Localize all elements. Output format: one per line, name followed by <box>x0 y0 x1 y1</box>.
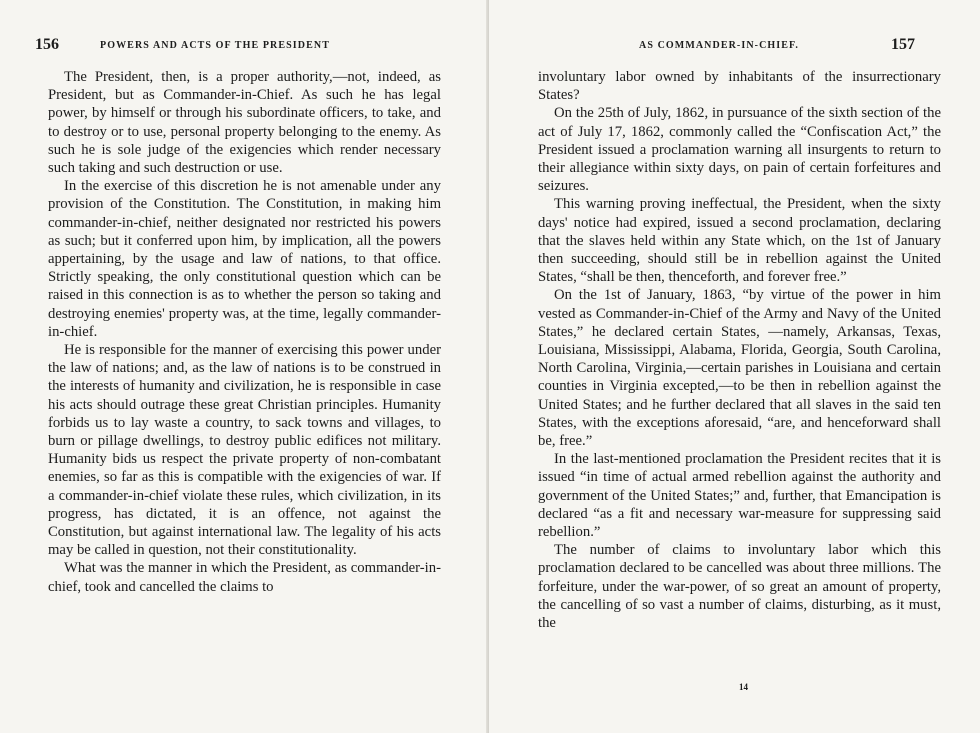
paragraph: What was the manner in which the President, as commander-in-chief, took and cancelled the claims to <box>48 560 441 595</box>
right-page-number: 157 <box>891 36 915 53</box>
right-running-title: AS COMMANDER-IN-CHIEF. <box>639 40 799 51</box>
paragraph: He is responsible for the manner of exercising this power under the law of nations; and, as the law of nations is to be construed in the interests of humanity and civilization, he is responsible in case his acts should outrage these great Christian principles. Humanity forbids us to lay waste a country, to sack towns and villages, to burn or pillage dwellings, to destroy public edifices not military. Humanity bids us respect the private property of non-combatant enemies, so far as this is compatible with the exigencies of war. If a commander-in-chief violate these rules, which civilization, in its progress, has dictated, it is an offence, not against the Constitution, but against international law. The legality of his acts may be called in question, not their constitutionality. <box>48 342 441 559</box>
signature-mark: 14 <box>739 682 748 692</box>
left-page-header <box>35 36 435 56</box>
paragraph: The number of claims to involuntary labor which this proclamation declared to be cancelled was about three millions. The forfeiture, under the war-power, of so great an amount of property, the cancelling of so vast a number of claims, disturbing, as it must, the <box>538 542 941 632</box>
paragraph: The President, then, is a proper authority,—not, indeed, as President, but as Commander-in-Chief. As such he has legal power, by himself or through his subordinate officers, to take, and to destroy or to use, personal property belonging to the enemy. As such he is sole judge of the exigencies which render necessary such taking and such destruction or use. <box>48 69 441 177</box>
left-page-number: 156 <box>35 36 59 53</box>
right-page-text <box>538 68 941 632</box>
left-running-title: POWERS AND ACTS OF THE PRESIDENT <box>100 40 330 51</box>
right-page-header <box>639 36 939 56</box>
paragraph-continuation: involuntary labor owned by inhabitants of the insurrectionary States? <box>538 69 941 104</box>
left-page-text <box>48 68 441 596</box>
left-page <box>0 0 489 733</box>
paragraph: In the exercise of this discretion he is not amenable under any provision of the Constitution. The Constitution, in making him commander-in-chief, neither designated nor restricted his powers as such; but it conferred upon him, by implication, all the powers appertaining, by the usage and law of nations, to that office. Strictly speaking, the only constitutional question which can be raised in this connection is as to whether the person so taking and destroying enemies' property was, at the time, legally commander-in-chief. <box>48 178 441 340</box>
paragraph: This warning proving ineffectual, the President, when the sixty days' notice had expired, issued a second proclamation, declaring that the slaves held within any State which, on the 1st of January then succeeding, should still be in rebellion against the United States, “shall be then, thenceforth, and forever free.” <box>538 196 941 286</box>
paragraph: On the 25th of July, 1862, in pursuance of the sixth section of the act of July 17, 1862, commonly called the “Confiscation Act,” the President issued a proclamation warning all insurgents to return to their allegiance within sixty days, on pain of certain forfeitures and seizures. <box>538 105 941 195</box>
paragraph: In the last-mentioned proclamation the President recites that it is issued “in time of actual armed rebellion against the authority and government of the United States;” and, further, that Emancipation is declared “as a fit and necessary war-measure for suppressing said rebellion.” <box>538 451 941 541</box>
right-page <box>489 0 980 733</box>
paragraph: On the 1st of January, 1863, “by virtue of the power in him vested as Commander-in-Chief of the Army and Navy of the United States,” he declared certain States, —namely, Arkansas, Texas, Louisiana, Mississippi, Alabama, Florida, Georgia, South Carolina, North Carolina, Virginia,—certain parishes in Louisiana and certain counties in Virginia excepted,—to be then in rebellion against the United States; and he further declared that all slaves in the said ten States, with the exceptions aforesaid, “are, and henceforward shall be, free.” <box>538 287 941 450</box>
